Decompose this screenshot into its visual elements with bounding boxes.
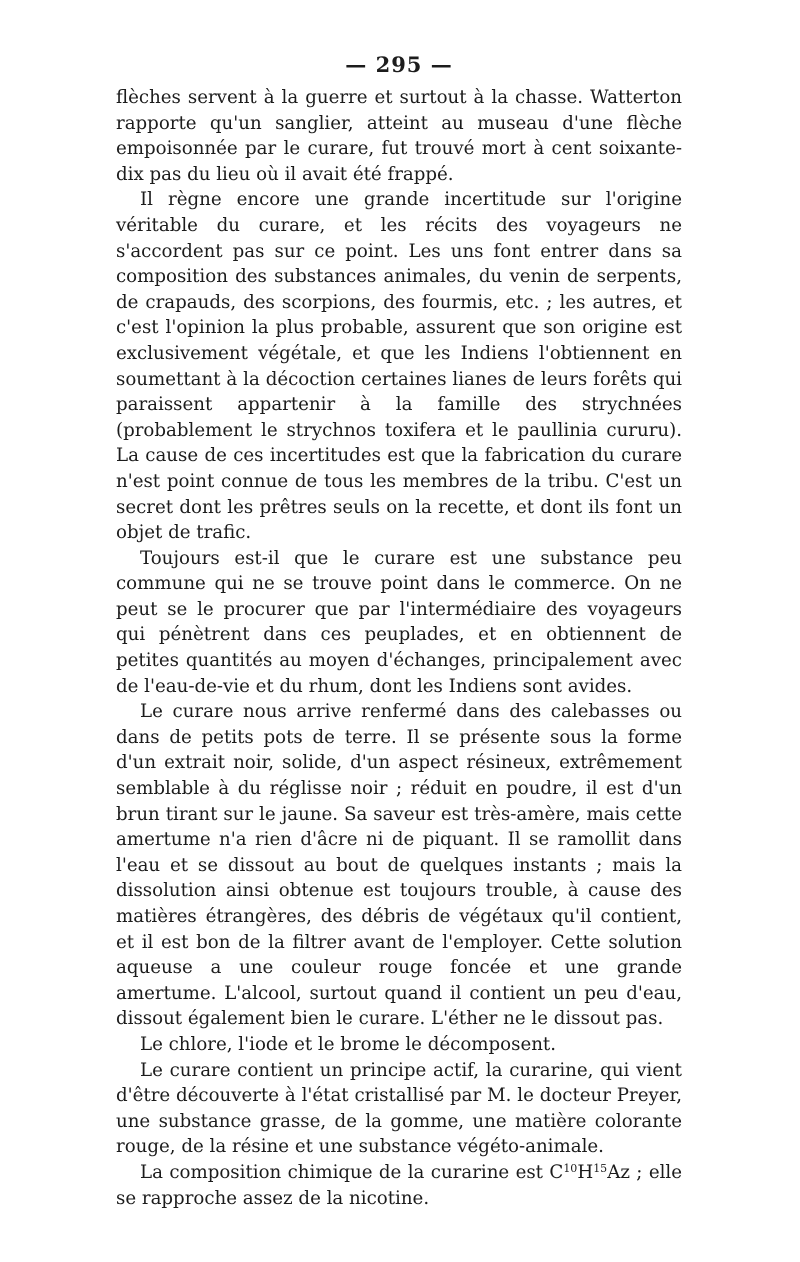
page-number: — 295 — (345, 52, 453, 77)
paragraph-2: Il règne encore une grande incertitude sur l'origine véritable du curare, et les récits des voyageurs ne s'accordent pas sur ce point. Les uns font entrer dans sa composition des substances animales, du venin de serpents, de crapauds, des scorpions, des fourmis, etc. ; les autres, et c'est l'opinion la plus probable, assurent que son origine est exclusivement végétale, et que les Indiens l'obtiennent en soumettant à la décoction certaines lianes de leurs forêts qui paraissent appartenir à la famille des strychnées (probablement le strychnos toxifera et le paullinia cururu). La cause de ces incertitudes est que la fabrication du curare n'est point connue de tous les membres de la tribu. C'est un secret dont les prêtres seuls on la recette, et dont ils font un objet de trafic. (116, 189, 682, 544)
formula-hydrogen-count: 15 (593, 1161, 608, 1175)
paragraph-1: flèches servent à la guerre et surtout à la chasse. Watterton rapporte qu'un sanglier, atteint au museau d'une flèche empoisonnée par le curare, fut trouvé mort à cent soixante-dix pas du lieu où il avait été frappé. (116, 87, 682, 185)
paragraph-5: Le chlore, l'iode et le brome le décomposent. (140, 1033, 557, 1055)
paragraph-4: Le curare nous arrive renfermé dans des calebasses ou dans de petits pots de terre. Il se présente sous la forme d'un extrait noir, solide, d'un aspect résineux, extrêmement semblable à du réglisse noir ; réduit en poudre, il est d'un brun tirant sur le jaune. Sa saveur est très-amère, mais cette amertume n'a rien d'âcre ni de piquant. Il se ramollit dans l'eau et se dissout au bout de quelques instants ; mais la dissolution ainsi obtenue est toujours trouble, à cause des matières étrangères, des débris de végétaux qu'il contient, et il est bon de la filtrer avant de l'employer. Cette solution aqueuse a une couleur rouge foncée et une grande amertume. L'alcool, surtout quand il contient un peu d'eau, dissout également bien le curare. L'éther ne le dissout pas. (116, 701, 682, 1030)
formula-carbon: C (549, 1161, 564, 1183)
formula-hydrogen: H (577, 1161, 594, 1183)
formula-azote: Az (607, 1161, 630, 1183)
paragraph-6: Le curare contient un principe actif, la curarine, qui vient d'être découverte à l'état cristallisé par M. le docteur Preyer, une substance grasse, de la gomme, une matière colorante rouge, de la résine et une substance végéto-animale. (116, 1059, 682, 1158)
formula-lead-text: La composition chimique de la curarine est (140, 1161, 550, 1183)
formula-carbon-count: 10 (563, 1161, 578, 1175)
paragraph-3: Toujours est-il que le curare est une substance peu commune qui ne se trouve point dans le commerce. On ne peut se le procurer que par l'intermédiaire des voyageurs qui pénètrent dans ces peuplades, et en obtiennent de petites quantités au moyen d'échanges, principalement avec de l'eau-de-vie et du rhum, dont les Indiens sont avides. (116, 547, 682, 697)
paragraph-7-formula (116, 1160, 682, 1211)
formula-tail-text: ; elle se rapproche assez de la nicotine. (116, 1161, 682, 1209)
document-page (116, 52, 682, 1211)
